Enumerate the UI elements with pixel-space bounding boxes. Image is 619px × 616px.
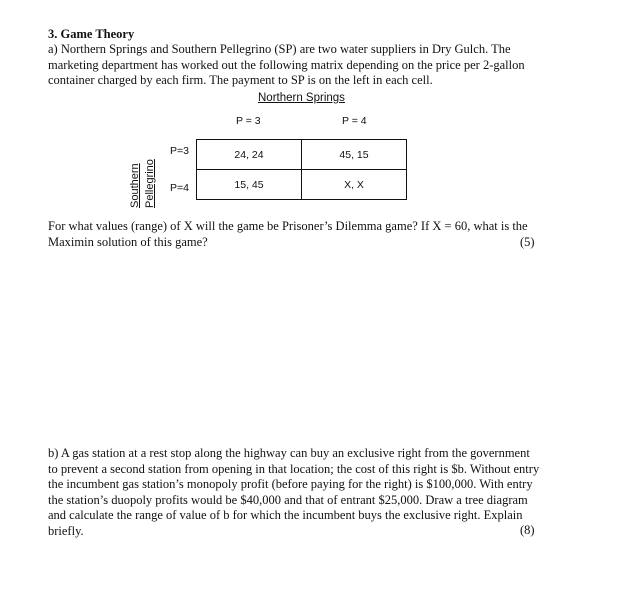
part-a-paragraph: [48, 42, 525, 89]
part-b-line: the station’s duopoly profits would be $40,000 and that of entrant $25,000. Draw a tree diagram: [48, 492, 528, 507]
row-header-p4: P=4: [170, 182, 189, 194]
row-player-label-line1: Southern: [129, 163, 141, 208]
question-line: For what values (range) of X will the game be Prisoner’s Dilemma game? If X = 60, what is the: [48, 219, 528, 233]
part-b-line: to prevent a second station from opening in that location; the cost of this right is $b. Without entry: [48, 461, 540, 476]
section-title: 3. Game Theory: [48, 27, 135, 41]
part-b-line: the incumbent gas station’s monopoly profit (before paying for the right) is $100,000. With entry: [48, 477, 533, 491]
part-b-paragraph: [48, 446, 539, 539]
col-header-p4: P = 4: [342, 115, 367, 127]
part-a-line: marketing department has worked out the following matrix depending on the price per 2-gallon: [48, 57, 525, 72]
matrix-cell: 15, 45: [197, 170, 302, 200]
part-b-points: (8): [520, 523, 535, 537]
row-player-label-line2: Pellegrino: [144, 159, 156, 208]
part-b-line: and calculate the range of value of b for which the incumbent buys the exclusive right. Explain: [48, 508, 523, 522]
matrix-row: [197, 170, 407, 200]
part-a-question: [48, 219, 528, 250]
part-a-line: container charged by each firm. The payment to SP is on the left in each cell.: [48, 73, 433, 87]
col-header-p3: P = 3: [236, 115, 261, 127]
column-player-label: Northern Springs: [258, 92, 345, 104]
matrix-row: [197, 140, 407, 170]
part-a-line: a) Northern Springs and Southern Pellegrino (SP) are two water suppliers in Dry Gulch. The: [48, 42, 511, 56]
part-b-line: briefly.: [48, 523, 84, 538]
matrix-cell: 45, 15: [302, 140, 407, 170]
row-header-p3: P=3: [170, 145, 189, 157]
part-b-line: b) A gas station at a rest stop along the highway can buy an exclusive right from the government: [48, 446, 530, 460]
matrix-cell: 24, 24: [197, 140, 302, 170]
payoff-matrix: [196, 139, 407, 200]
matrix-cell: X, X: [302, 170, 407, 200]
question-line: Maximin solution of this game?: [48, 234, 208, 249]
part-a-points: (5): [520, 235, 535, 249]
